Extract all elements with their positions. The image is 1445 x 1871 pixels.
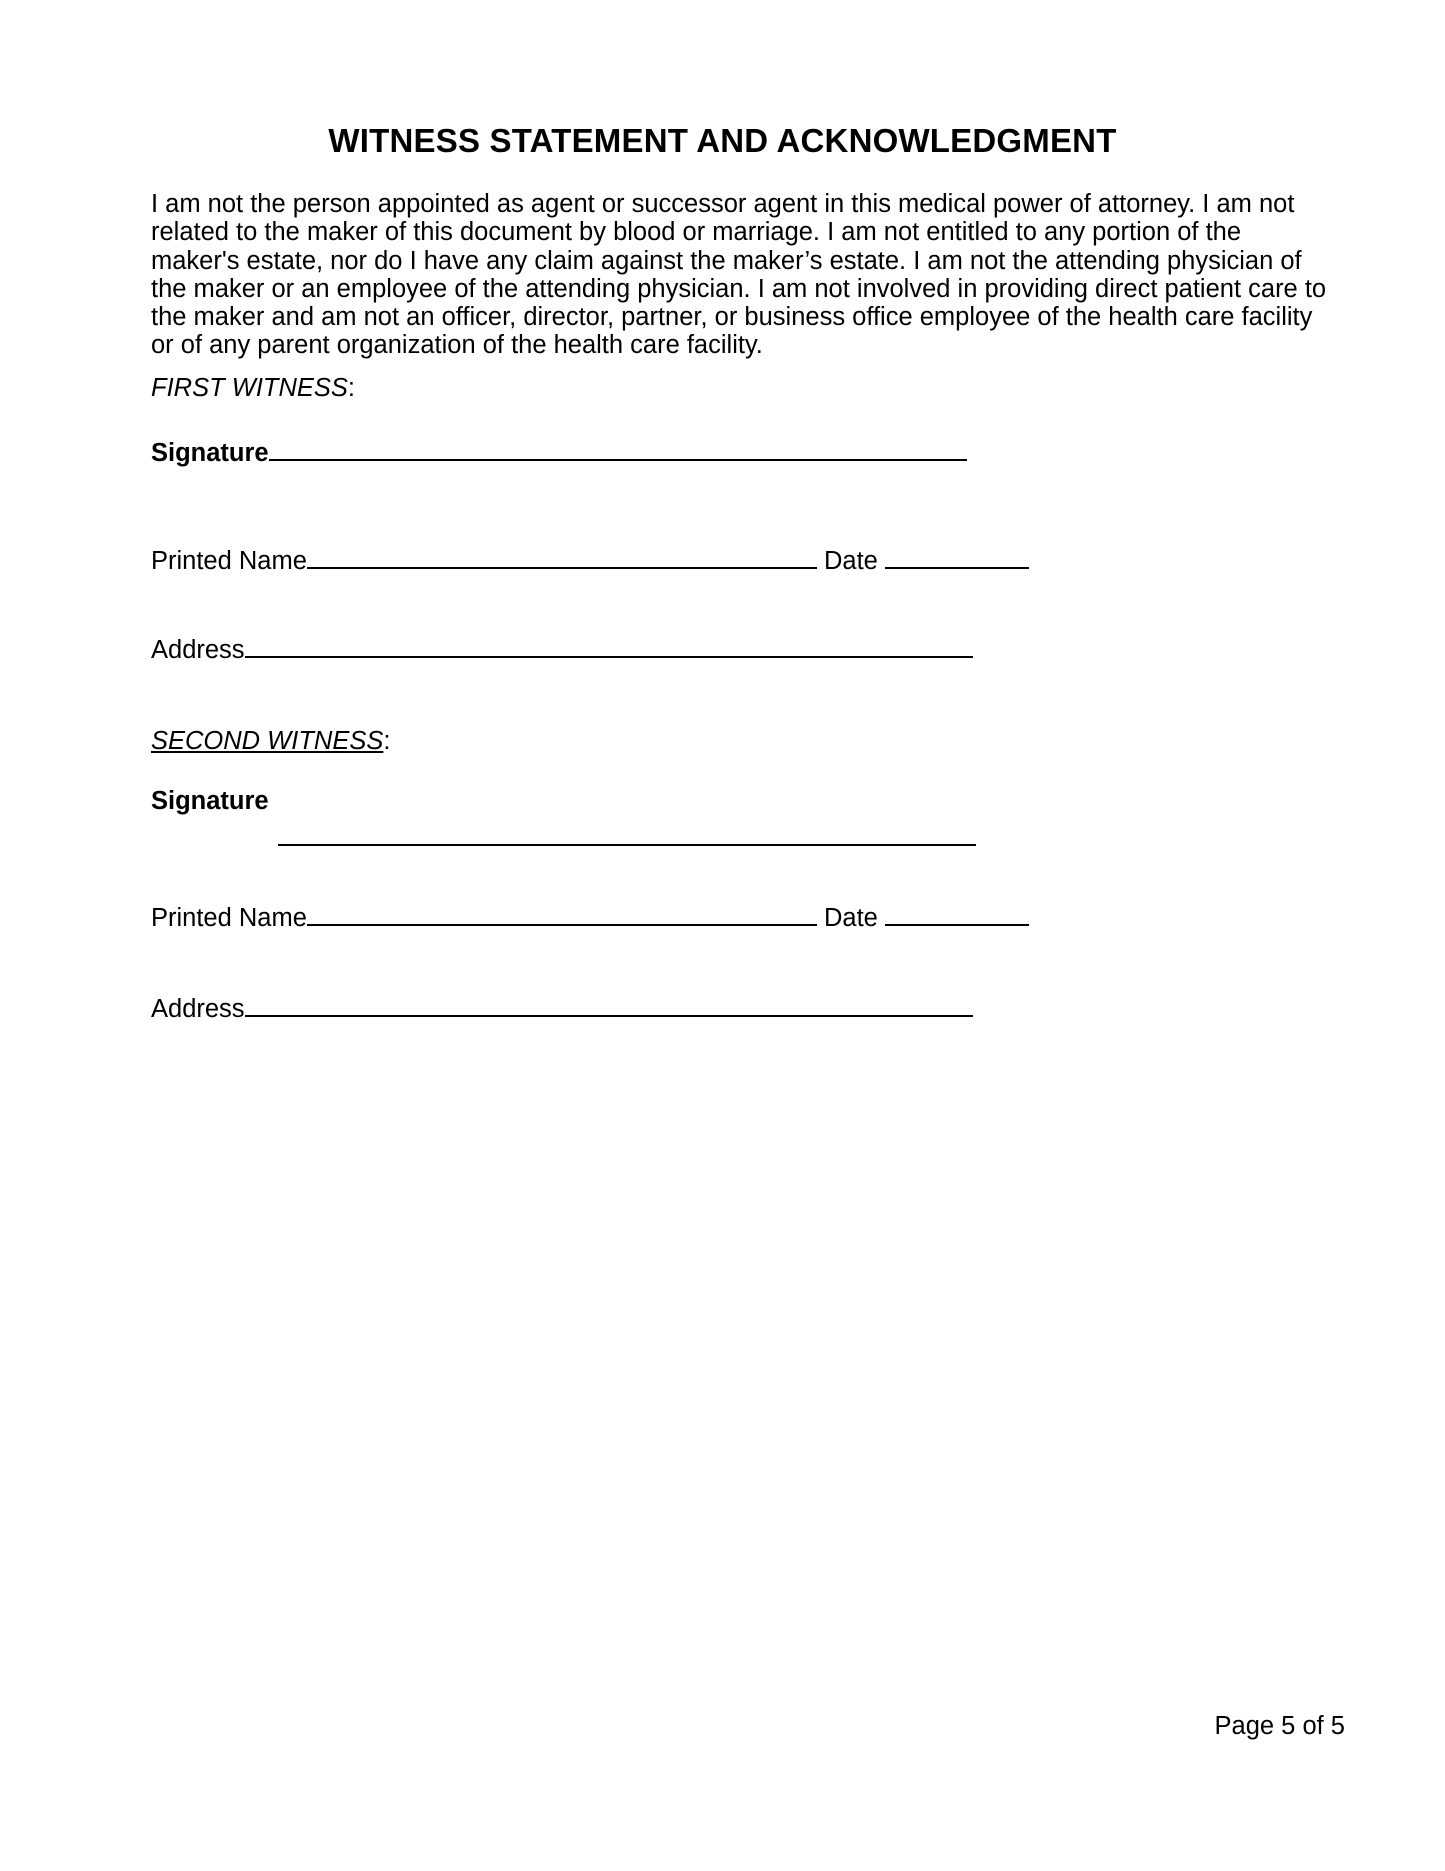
first-witness-address-row <box>151 634 973 665</box>
first-witness-address-label: Address <box>151 636 245 664</box>
first-witness-printed-name-line[interactable] <box>307 545 817 569</box>
witness-statement-text: I am not the person appointed as agent or successor agent in this medical power of attorney. I am not related to the maker of this document by blood or marriage. I am not entitled to any portion of the maker's estate, nor do I have any claim against the maker’s estate. I am not the attending physician of the maker or an employee of the attending physician. I am not involved in providing direct patient care to the maker and am not an officer, director, partner, or business office employee of the health care facility or of any parent organization of the health care facility. <box>151 190 1327 360</box>
first-witness-signature-line[interactable] <box>269 437 967 461</box>
second-witness-heading-colon: : <box>383 727 391 755</box>
second-witness-signature-line-row <box>278 822 976 853</box>
second-witness-printed-name-label: Printed Name <box>151 904 307 932</box>
second-witness-signature-label: Signature <box>151 787 269 815</box>
second-witness-signature-line[interactable] <box>278 822 976 846</box>
second-witness-address-label: Address <box>151 995 245 1023</box>
first-witness-signature-label: Signature <box>151 439 269 467</box>
second-witness-address-row <box>151 993 973 1024</box>
first-witness-printed-name-row <box>151 545 1029 576</box>
second-witness-heading <box>151 726 390 756</box>
second-witness-printed-name-row <box>151 902 1029 933</box>
first-witness-signature-row <box>151 437 967 468</box>
first-witness-heading <box>151 373 355 403</box>
page-number: Page 5 of 5 <box>1214 1712 1345 1740</box>
second-witness-date-label: Date <box>824 904 878 932</box>
second-witness-signature-row <box>151 786 269 816</box>
first-witness-heading-colon: : <box>347 374 356 402</box>
first-witness-date-label: Date <box>824 547 878 575</box>
first-witness-heading-label: FIRST WITNESS <box>151 374 348 402</box>
second-witness-printed-name-line[interactable] <box>307 902 817 926</box>
second-witness-date-line[interactable] <box>885 902 1029 926</box>
page-title: WITNESS STATEMENT AND ACKNOWLEDGMENT <box>328 122 1117 159</box>
second-witness-heading-label: SECOND WITNESS <box>151 727 384 755</box>
second-witness-address-line[interactable] <box>245 993 973 1017</box>
first-witness-printed-name-label: Printed Name <box>151 547 307 575</box>
first-witness-address-line[interactable] <box>245 634 973 658</box>
first-witness-date-line[interactable] <box>885 545 1029 569</box>
